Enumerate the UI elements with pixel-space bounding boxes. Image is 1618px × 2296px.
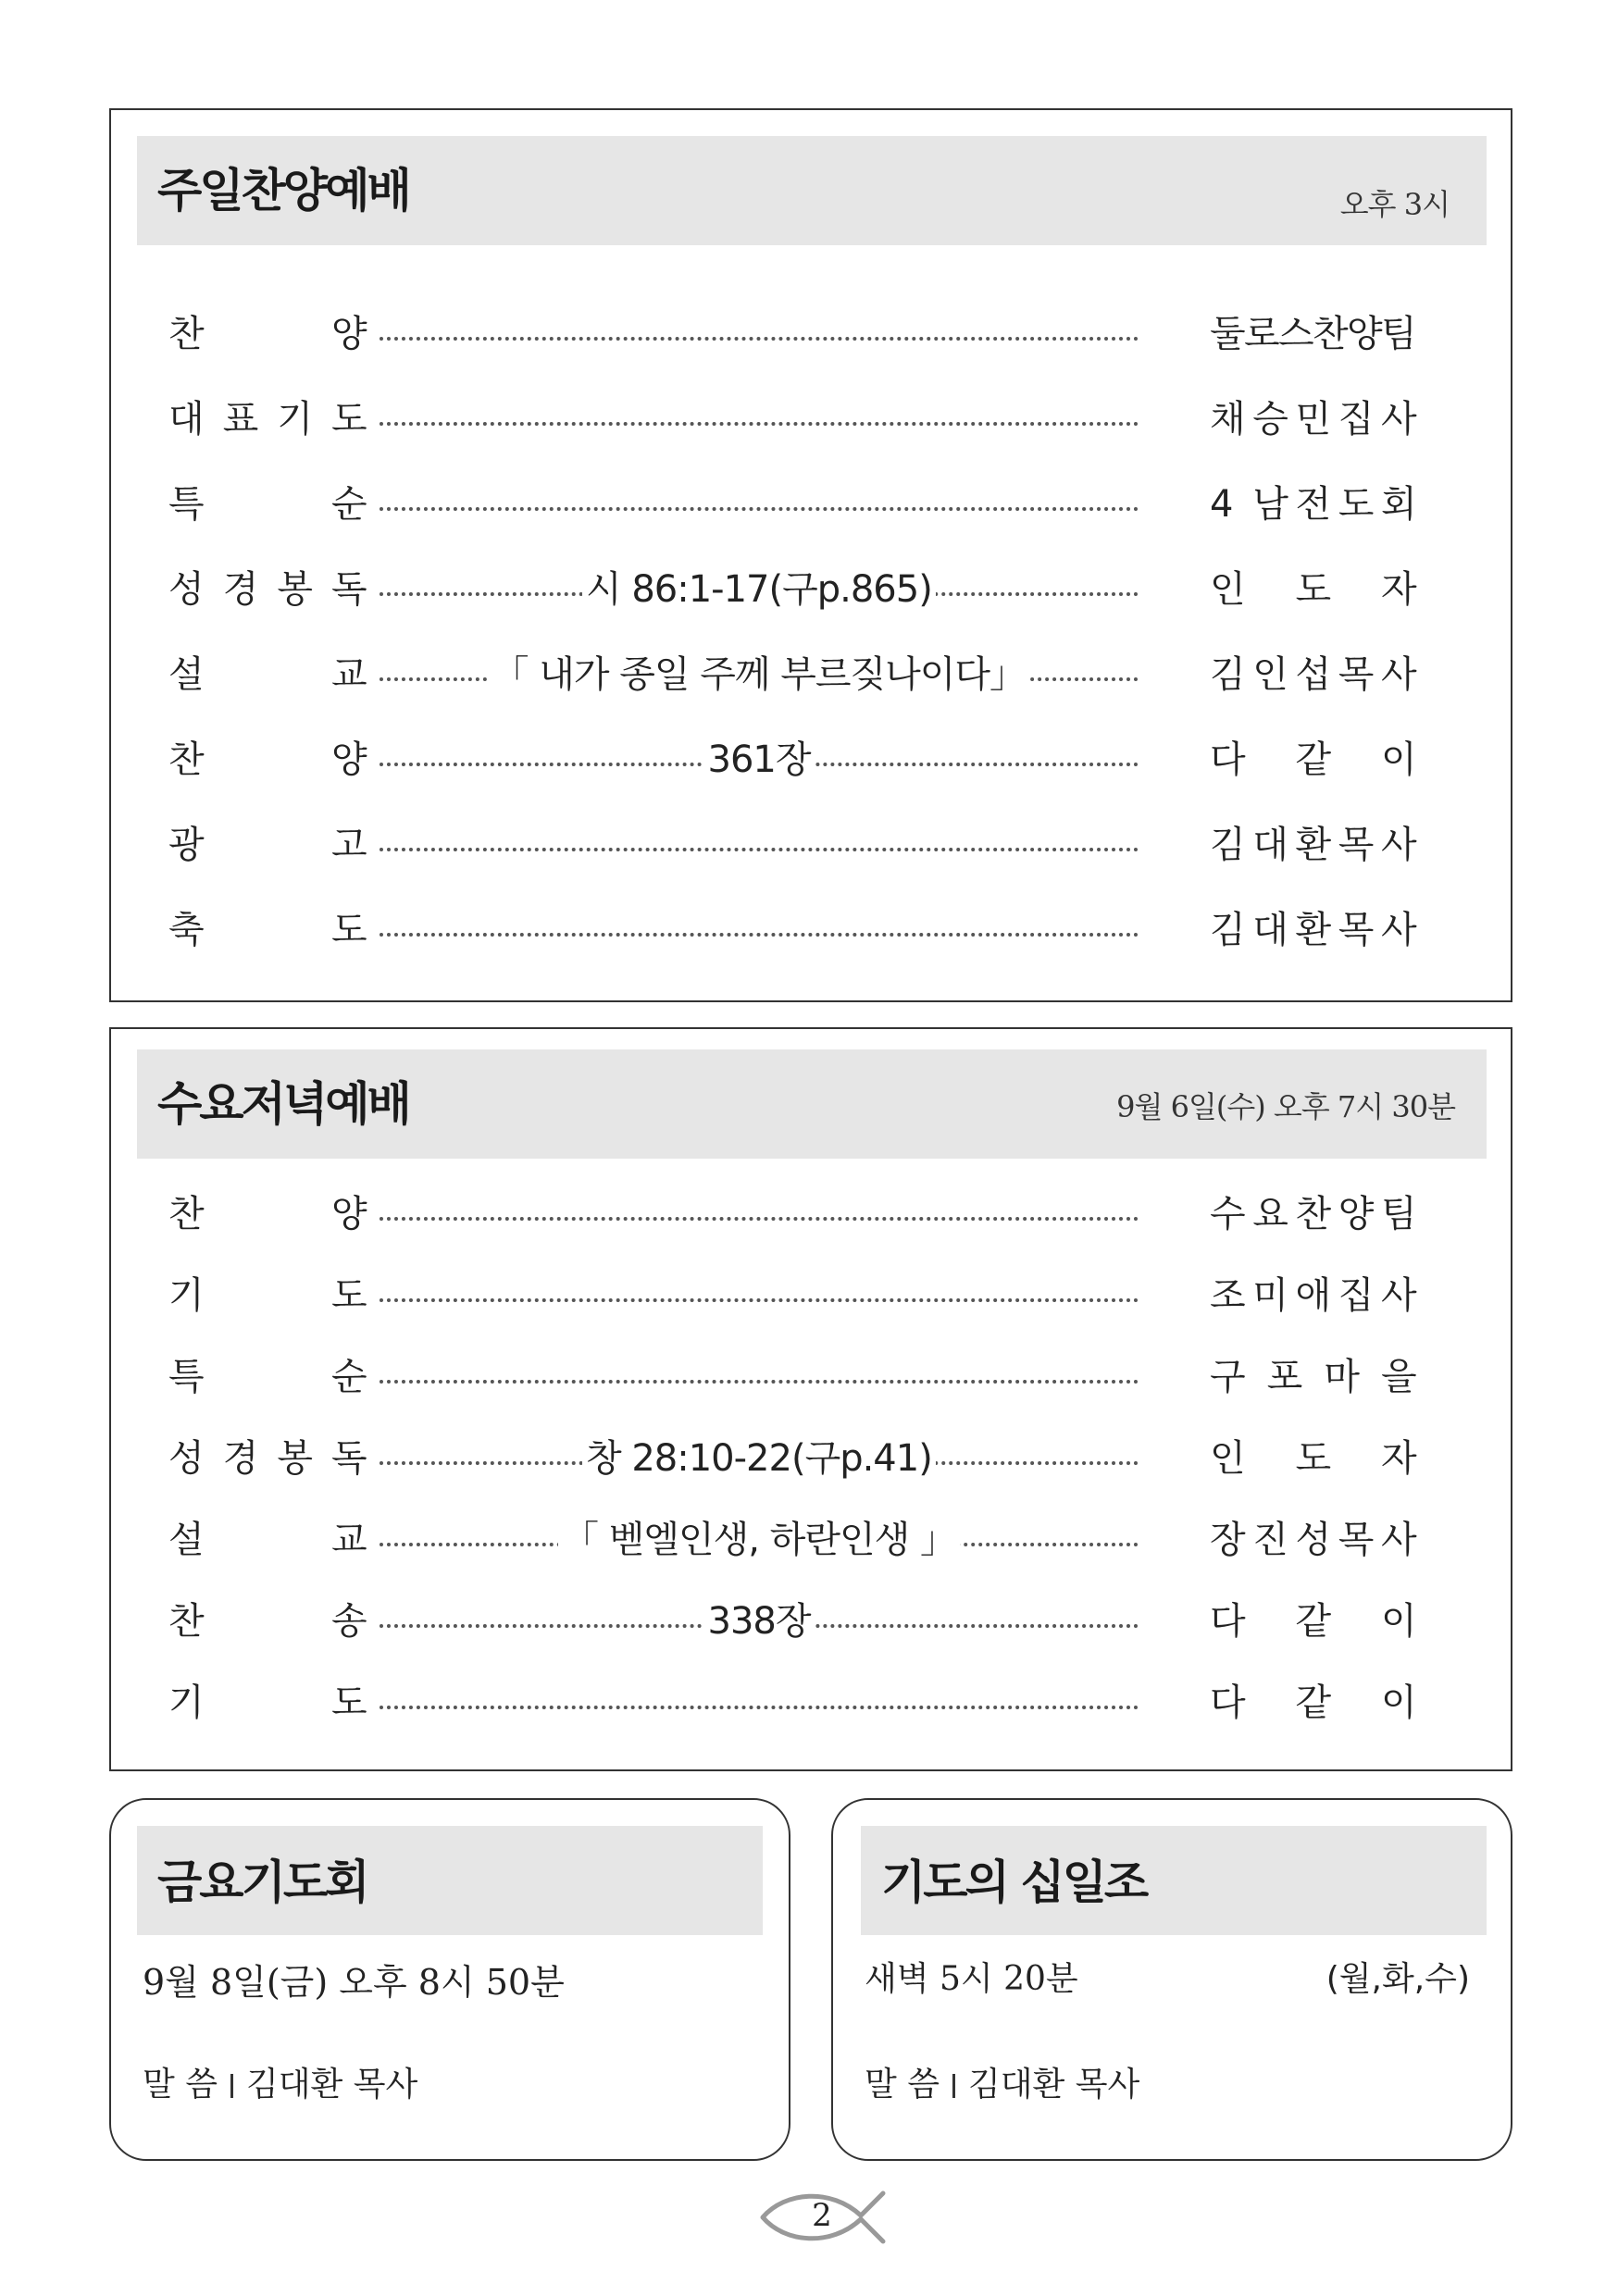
order-leader: 수 요 찬 양 팀 [1210, 1193, 1417, 1235]
order-leader: 김 대 환 목 사 [1210, 909, 1417, 951]
order-row [168, 391, 1455, 447]
order-row [168, 732, 1455, 788]
order-label: 설 교 [168, 653, 367, 696]
page-number-emblem [757, 2184, 887, 2251]
order-label: 찬 양 [168, 1193, 367, 1235]
order-detail: 338장 [704, 1594, 815, 1649]
dotted-leader [380, 507, 1139, 511]
order-row [168, 562, 1455, 617]
order-label: 찬 양 [168, 313, 367, 355]
order-leader: 다 같 이 [1210, 1600, 1417, 1643]
order-detail: 창 28:10-22(구p.41) [582, 1431, 936, 1486]
order-leader: 둘 로 스 찬 양 팀 [1210, 313, 1417, 355]
order-row [168, 817, 1455, 873]
friday-speaker: 김대환 목사 [246, 2066, 418, 2104]
wednesday-title: 수요저녁예배 [157, 1077, 409, 1131]
order-detail: 「 벧엘인생, 하란인생 」 [558, 1512, 960, 1568]
order-row [168, 1431, 1455, 1486]
order-detail: 361장 [704, 732, 815, 788]
order-leader: 김 인 섭 목 사 [1210, 653, 1417, 696]
friday-prayer-section [109, 1798, 790, 2161]
dotted-leader [380, 1298, 1139, 1302]
order-label: 설 교 [168, 1519, 367, 1561]
tithe-speaker-line [865, 2068, 1139, 2102]
dotted-leader [380, 337, 1139, 341]
order-label: 기 도 [168, 1682, 367, 1724]
sunday-header [137, 136, 1487, 245]
order-detail: 시 86:1-17(구p.865) [582, 562, 936, 617]
page-number: 2 [812, 2197, 832, 2234]
wednesday-header [137, 1049, 1487, 1159]
tithe-days: (월,화,수) [1326, 1960, 1470, 1998]
order-label: 특 순 [168, 483, 367, 526]
order-label: 축 도 [168, 909, 367, 951]
order-leader: 인 도 자 [1210, 1437, 1417, 1480]
dotted-leader [380, 1380, 1139, 1384]
dotted-leader [380, 933, 1139, 937]
tithe-speaker-label: 말 씀 [865, 2066, 940, 2104]
friday-title: 금요기도회 [157, 1855, 367, 1909]
friday-speaker-line [143, 2068, 417, 2102]
dotted-leader [380, 1217, 1139, 1221]
order-row [168, 477, 1455, 532]
order-row [168, 1349, 1455, 1405]
friday-header [137, 1826, 763, 1935]
order-leader: 조 미 애 집 사 [1210, 1274, 1417, 1317]
wednesday-worship-section [109, 1027, 1512, 1771]
friday-speaker-label: 말 씀 [143, 2066, 218, 2104]
order-row [168, 1512, 1455, 1568]
order-leader: 다 같 이 [1210, 738, 1417, 781]
divider [230, 2074, 233, 2098]
wednesday-time: 9월 6일(수) 오후 7시 30분 [1116, 1089, 1455, 1124]
tithe-header [861, 1826, 1487, 1935]
order-row [168, 1594, 1455, 1649]
divider [952, 2074, 955, 2098]
order-label: 특 순 [168, 1356, 367, 1398]
order-label: 광 고 [168, 824, 367, 866]
order-row [168, 1268, 1455, 1323]
dotted-leader [380, 848, 1139, 851]
order-leader: 장 진 성 목 사 [1210, 1519, 1417, 1561]
order-row [168, 306, 1455, 362]
order-leader: 채 승 민 집 사 [1210, 398, 1417, 441]
order-label: 찬 송 [168, 1600, 367, 1643]
dotted-leader [380, 422, 1139, 426]
order-label: 대 표 기 도 [168, 398, 367, 441]
sunday-title: 주일찬양예배 [157, 164, 409, 217]
order-leader: 다 같 이 [1210, 1682, 1417, 1724]
prayer-tithe-section [831, 1798, 1512, 2161]
order-leader: 김 대 환 목 사 [1210, 824, 1417, 866]
order-row [168, 902, 1455, 958]
order-row [168, 647, 1455, 702]
order-row [168, 1675, 1455, 1731]
order-label: 찬 양 [168, 738, 367, 781]
sunday-time: 오후 3시 [1339, 187, 1450, 222]
order-label: 기 도 [168, 1274, 367, 1317]
sunday-worship-section [109, 108, 1512, 1002]
order-row [168, 1186, 1455, 1242]
order-label: 성 경 봉 독 [168, 1437, 367, 1480]
friday-time: 9월 8일(금) 오후 8시 50분 [143, 1962, 565, 2003]
order-detail: 「 내가 종일 주께 부르짖나이다」 [489, 647, 1030, 702]
order-leader: 4 남 전 도 회 [1210, 483, 1417, 526]
order-leader: 구 포 마 을 [1210, 1356, 1417, 1398]
tithe-time: 새벽 5시 20분 [865, 1960, 1078, 1998]
tithe-speaker: 김대환 목사 [968, 2066, 1140, 2104]
order-label: 성 경 봉 독 [168, 568, 367, 611]
tithe-title: 기도의 십일조 [881, 1855, 1147, 1909]
dotted-leader [380, 1706, 1139, 1709]
order-leader: 인 도 자 [1210, 568, 1417, 611]
